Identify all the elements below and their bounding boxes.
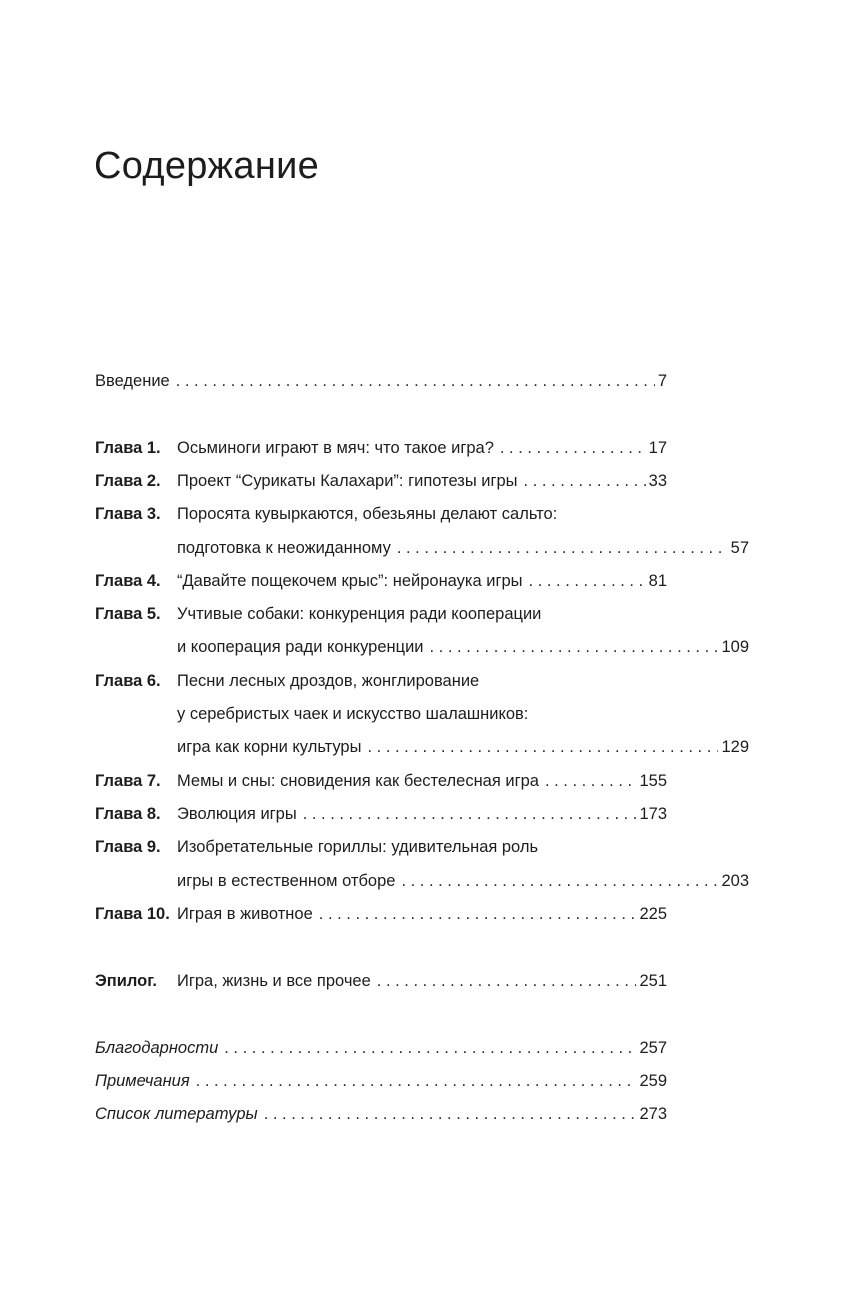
dot-leader bbox=[529, 565, 646, 598]
toc-entry-text: Проект “Сурикаты Калахари”: гипотезы игры bbox=[177, 472, 518, 490]
dot-leader bbox=[196, 1065, 637, 1098]
toc-entry-text: Благодарности bbox=[95, 1039, 219, 1057]
toc-entry-chapter-3-cont[interactable] bbox=[95, 532, 749, 565]
chapter-label: Глава 9. bbox=[95, 838, 161, 856]
dot-leader bbox=[430, 631, 719, 664]
chapter-label: Глава 4. bbox=[95, 572, 161, 590]
toc-entry-text: Введение bbox=[95, 372, 170, 390]
toc-entry-text: и кооперация ради конкуренции bbox=[177, 638, 424, 656]
chapter-label: Глава 6. bbox=[95, 672, 161, 690]
toc-page-number: 251 bbox=[639, 972, 667, 990]
toc-entry-chapter-10[interactable] bbox=[95, 898, 667, 931]
toc-page-number: 173 bbox=[639, 805, 667, 823]
toc-entry-epilogue[interactable] bbox=[95, 965, 667, 998]
toc-entry-chapter-3[interactable] bbox=[95, 498, 667, 531]
toc-page-number: 259 bbox=[639, 1072, 667, 1090]
toc-entry-chapter-2[interactable] bbox=[95, 465, 667, 498]
toc-entry-text: Игра, жизнь и все прочее bbox=[177, 972, 371, 990]
toc-entry-text: игры в естественном отборе bbox=[177, 872, 396, 890]
toc-page-number: 109 bbox=[721, 638, 749, 656]
toc-entry-references[interactable] bbox=[95, 1098, 667, 1131]
toc-page-number: 17 bbox=[648, 439, 667, 457]
toc-entry-chapter-9-cont[interactable] bbox=[95, 865, 749, 898]
toc-entry-text: Песни лесных дроздов, жонглирование bbox=[177, 672, 480, 690]
dot-leader bbox=[377, 965, 637, 998]
dot-leader bbox=[367, 731, 718, 764]
toc-page-number: 7 bbox=[657, 372, 667, 390]
toc-page-number: 129 bbox=[721, 738, 749, 756]
dot-leader bbox=[401, 865, 718, 898]
toc-entry-text: у серебристых чаек и искусство шалашников: bbox=[177, 705, 529, 723]
toc-entry-text: Играя в животное bbox=[177, 905, 313, 923]
toc-page-number: 81 bbox=[648, 572, 667, 590]
epilogue-label: Эпилог. bbox=[95, 972, 157, 990]
toc-entry-text: Список литературы bbox=[95, 1105, 258, 1123]
toc-entry-text: Эволюция игры bbox=[177, 805, 297, 823]
dot-leader bbox=[545, 765, 637, 798]
chapter-label: Глава 10. bbox=[95, 905, 170, 923]
toc-page-number: 257 bbox=[639, 1039, 667, 1057]
toc-entry-chapter-6-cont-2[interactable] bbox=[95, 731, 749, 764]
toc-entry-chapter-9[interactable] bbox=[95, 831, 667, 864]
toc-entry-chapter-5[interactable] bbox=[95, 598, 667, 631]
toc-page-number: 203 bbox=[721, 872, 749, 890]
dot-leader bbox=[500, 432, 646, 465]
toc-entry-chapter-4[interactable] bbox=[95, 565, 667, 598]
chapter-label: Глава 1. bbox=[95, 439, 161, 457]
toc-entry-text: Поросята кувыркаются, обезьяны делают сальто: bbox=[177, 505, 558, 523]
toc-page-number: 57 bbox=[730, 539, 749, 557]
toc-entry-text: “Давайте пощекочем крыс”: нейронаука игры bbox=[177, 572, 523, 590]
chapter-label: Глава 5. bbox=[95, 605, 161, 623]
dot-leader bbox=[319, 898, 637, 931]
toc-entry-acknowledgements[interactable] bbox=[95, 1032, 667, 1065]
dot-leader bbox=[264, 1098, 637, 1131]
toc-entry-text: игра как корни культуры bbox=[177, 738, 362, 756]
toc-entry-intro[interactable] bbox=[95, 365, 667, 398]
toc-page-number: 273 bbox=[639, 1105, 667, 1123]
toc-entry-chapter-5-cont[interactable] bbox=[95, 631, 749, 664]
toc-entry-chapter-8[interactable] bbox=[95, 798, 667, 831]
toc-entry-chapter-7[interactable] bbox=[95, 765, 667, 798]
toc-entry-text: Примечания bbox=[95, 1072, 190, 1090]
chapter-label: Глава 8. bbox=[95, 805, 161, 823]
dot-leader bbox=[397, 532, 728, 565]
page-title: Содержание bbox=[94, 145, 320, 187]
chapter-label: Глава 2. bbox=[95, 472, 161, 490]
toc-entry-text: Изобретательные гориллы: удивительная роль bbox=[177, 838, 539, 856]
dot-leader bbox=[176, 365, 655, 398]
toc-page-number: 33 bbox=[648, 472, 667, 490]
toc-entry-chapter-1[interactable] bbox=[95, 432, 667, 465]
toc-entry-text: подготовка к неожиданному bbox=[177, 539, 391, 557]
chapter-label: Глава 3. bbox=[95, 505, 161, 523]
toc-entry-text: Учтивые собаки: конкуренция ради кооперации bbox=[177, 605, 542, 623]
toc-entry-text: Мемы и сны: сновидения как бестелесная игра bbox=[177, 772, 539, 790]
chapter-label: Глава 7. bbox=[95, 772, 161, 790]
dot-leader bbox=[524, 465, 646, 498]
toc-entry-chapter-6-cont[interactable] bbox=[95, 698, 749, 731]
toc-page-number: 155 bbox=[639, 772, 667, 790]
toc-entry-text: Осьминоги играют в мяч: что такое игра? bbox=[177, 439, 494, 457]
dot-leader bbox=[224, 1032, 636, 1065]
toc-entry-chapter-6[interactable] bbox=[95, 665, 667, 698]
dot-leader bbox=[303, 798, 637, 831]
toc-entry-notes[interactable] bbox=[95, 1065, 667, 1098]
toc-page-number: 225 bbox=[639, 905, 667, 923]
